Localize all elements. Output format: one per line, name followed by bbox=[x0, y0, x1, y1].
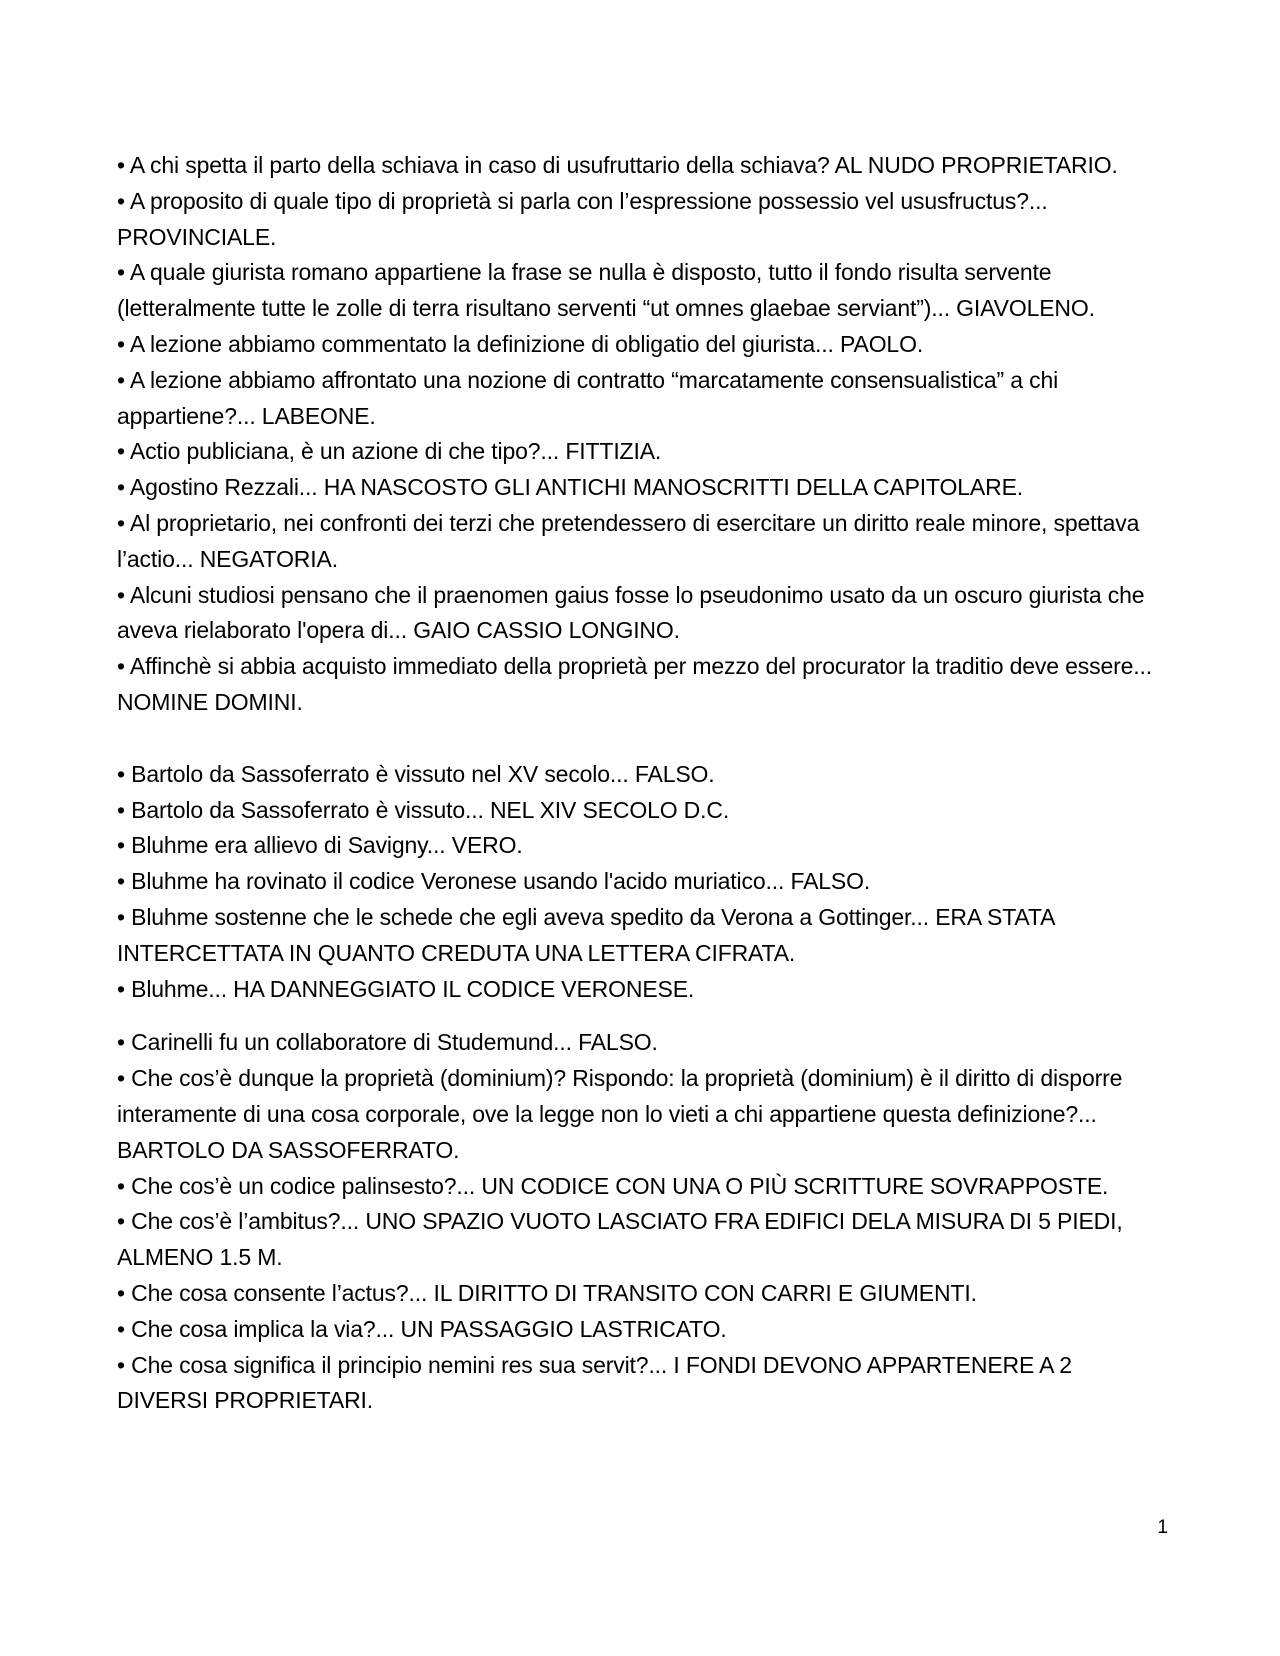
document-body bbox=[117, 148, 1157, 1419]
section-a bbox=[117, 148, 1157, 721]
list-item: • Che cosa significa il principio nemini res sua servit?... I FONDI DEVONO APPARTENERE A 2 DIVERSI PROPRIETARI. bbox=[117, 1351, 1072, 1414]
section-c bbox=[117, 1025, 1157, 1419]
list-item: • Affinchè si abbia acquisto immediato della proprietà per mezzo del procurator la traditio deve essere... NOMINE DOMINI. bbox=[117, 653, 1152, 715]
list-item: • A proposito di quale tipo di proprietà si parla con l’espressione possessio vel ususfructus?... PROVINCIALE. bbox=[117, 187, 1048, 250]
list-item: • A quale giurista romano appartiene la frase se nulla è disposto, tutto il fondo risulta servente (letteralmente tutte le zolle di terra risultano serventi “ut omnes glaebae serviant”)... GIAVOLENO. bbox=[117, 259, 1095, 322]
list-item: • Che cos’è dunque la proprietà (dominium)? Rispondo: la proprietà (dominium) è il diritto di disporre interamente di una cosa corporale, ove la legge non lo vieti a chi appartiene questa definizione?... BARTOLO DA SASSOFERRATO. bbox=[117, 1065, 1123, 1163]
list-item: • Bluhme... HA DANNEGGIATO IL CODICE VERONESE. bbox=[117, 975, 695, 1002]
list-item: • A lezione abbiamo commentato la definizione di obligatio del giurista... PAOLO. bbox=[117, 330, 924, 357]
list-item: • Actio publiciana, è un azione di che tipo?... FITTIZIA. bbox=[117, 438, 662, 465]
list-item: • Che cos’è l’ambitus?... UNO SPAZIO VUOTO LASCIATO FRA EDIFICI DELA MISURA DI 5 PIEDI, ALMENO 1.5 M. bbox=[117, 1208, 1123, 1271]
list-item: • Bluhme sostenne che le schede che egli aveva spedito da Verona a Gottinger... ERA STATA INTERCETTATA IN QUANTO CREDUTA UNA LETTERA CIFRATA. bbox=[117, 903, 1054, 966]
list-item: • A chi spetta il parto della schiava in caso di usufruttario della schiava? AL NUDO PROPRIETARIO. bbox=[117, 152, 1118, 178]
list-item: • Carinelli fu un collaboratore di Studemund... FALSO. bbox=[117, 1029, 658, 1056]
list-item: • Bluhme era allievo di Savigny... VERO. bbox=[117, 832, 523, 859]
page-number: 1 bbox=[1157, 1517, 1168, 1538]
list-item: • Che cos’è un codice palinsesto?... UN CODICE CON UNA O PIÙ SCRITTURE SOVRAPPOSTE. bbox=[117, 1172, 1109, 1199]
list-item: • Agostino Rezzali... HA NASCOSTO GLI ANTICHI MANOSCRITTI DELLA CAPITOLARE. bbox=[117, 474, 1023, 501]
list-item: • Al proprietario, nei confronti dei terzi che pretendessero di esercitare un diritto reale minore, spettava l’actio... NEGATORIA. bbox=[117, 509, 1140, 572]
list-item: • Bartolo da Sassoferrato è vissuto... NEL XIV SECOLO D.C. bbox=[117, 796, 730, 823]
list-item: • Bluhme ha rovinato il codice Veronese usando l'acido muriatico... FALSO. bbox=[117, 868, 871, 895]
list-item: • Alcuni studiosi pensano che il praenomen gaius fosse lo pseudonimo usato da un oscuro giurista che aveva rielaborato l'opera di... GAIO CASSIO LONGINO. bbox=[117, 581, 1145, 644]
list-item: • Che cosa consente l’actus?... IL DIRITTO DI TRANSITO CON CARRI E GIUMENTI. bbox=[117, 1279, 977, 1306]
list-item: • Che cosa implica la via?... UN PASSAGGIO LASTRICATO. bbox=[117, 1315, 727, 1342]
list-item: • A lezione abbiamo affrontato una nozione di contratto “marcatamente consensualistica” a chi appartiene?... LABEONE. bbox=[117, 366, 1059, 429]
section-b bbox=[117, 757, 1157, 1008]
list-item: • Bartolo da Sassoferrato è vissuto nel XV secolo... FALSO. bbox=[117, 760, 715, 787]
